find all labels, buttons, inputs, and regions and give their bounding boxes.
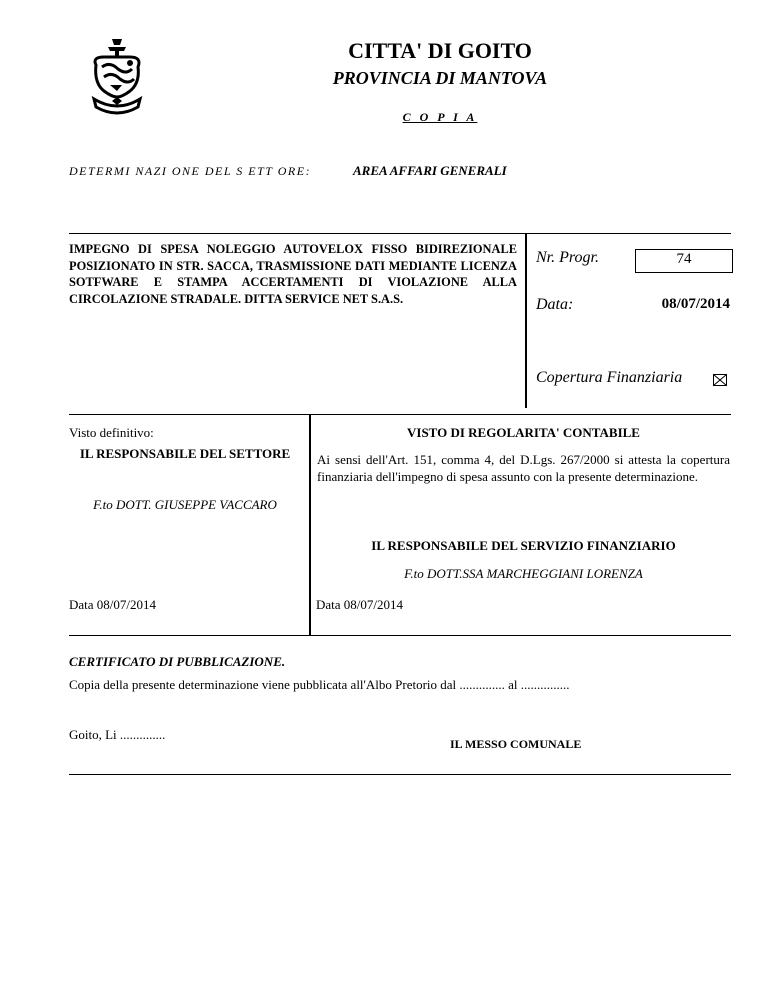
nr-progr-label: Nr. Progr. xyxy=(536,249,599,266)
responsabile-settore-title: IL RESPONSABILE DEL SETTORE xyxy=(79,446,291,461)
signature-vaccaro: F.to DOTT. GIUSEPPE VACCARO xyxy=(93,497,277,512)
copia-label: C O P I A xyxy=(402,110,478,124)
messo-comunale: IL MESSO COMUNALE xyxy=(450,737,582,751)
divider-top xyxy=(69,233,731,234)
copertura-label: Copertura Finanziaria xyxy=(536,369,683,386)
divider-lower xyxy=(69,635,731,636)
visto-definitivo-label: Visto definitivo: xyxy=(69,425,154,440)
sector-value: AREA AFFARI GENERALI xyxy=(353,163,507,178)
city-title: CITTA' DI GOITO xyxy=(348,38,532,63)
goito-li: Goito, Li .............. xyxy=(69,727,166,742)
signature-marcheggiani: F.to DOTT.SSA MARCHEGGIANI LORENZA xyxy=(404,566,643,581)
divider-vertical-top xyxy=(525,234,527,408)
certificate-title: CERTIFICATO DI PUBBLICAZIONE. xyxy=(69,654,286,669)
divider-middle xyxy=(69,414,731,415)
determination-object: IMPEGNO DI SPESA NOLEGGIO AUTOVELOX FISSO BIDIREZIONALE POSIZIONATO IN STR. SACCA, TRASMISSIONE DATI MEDIANTE LICENZA SOTFWARE E STAMPA ACCERTAMENTI DI VIOLAZIONE ALLA CIRCOLAZIONE STRADALE. DITTA SERVICE NET S.A.S. xyxy=(69,242,517,306)
responsabile-finanziario-title: IL RESPONSABILE DEL SERVIZIO FINANZIARIO xyxy=(371,538,676,553)
visto-regolarita-text: Ai sensi dell'Art. 151, comma 4, del D.Lgs. 267/2000 si attesta la copertura finanziaria dell'impegno di spesa assunto con la presente determinazione. xyxy=(317,452,730,484)
divider-bottom xyxy=(69,774,731,775)
municipal-crest xyxy=(82,35,152,117)
date-value: 08/07/2014 xyxy=(661,296,730,312)
divider-vertical-middle xyxy=(309,414,311,635)
date-left: Data 08/07/2014 xyxy=(69,597,157,612)
date-label: Data: xyxy=(536,296,574,313)
visto-regolarita-title: VISTO DI REGOLARITA' CONTABILE xyxy=(407,425,640,440)
sector-label: DETERMI NAZI ONE DEL S ETT ORE: xyxy=(69,164,312,178)
checked-box-icon xyxy=(713,374,727,386)
certificate-text: Copia della presente determinazione viene pubblicata all'Albo Pretorio dal .............. al ............... xyxy=(69,677,570,692)
nr-progr-value: 74 xyxy=(676,251,692,267)
province-title: PROVINCIA DI MANTOVA xyxy=(332,68,548,88)
date-right: Data 08/07/2014 xyxy=(316,597,404,612)
